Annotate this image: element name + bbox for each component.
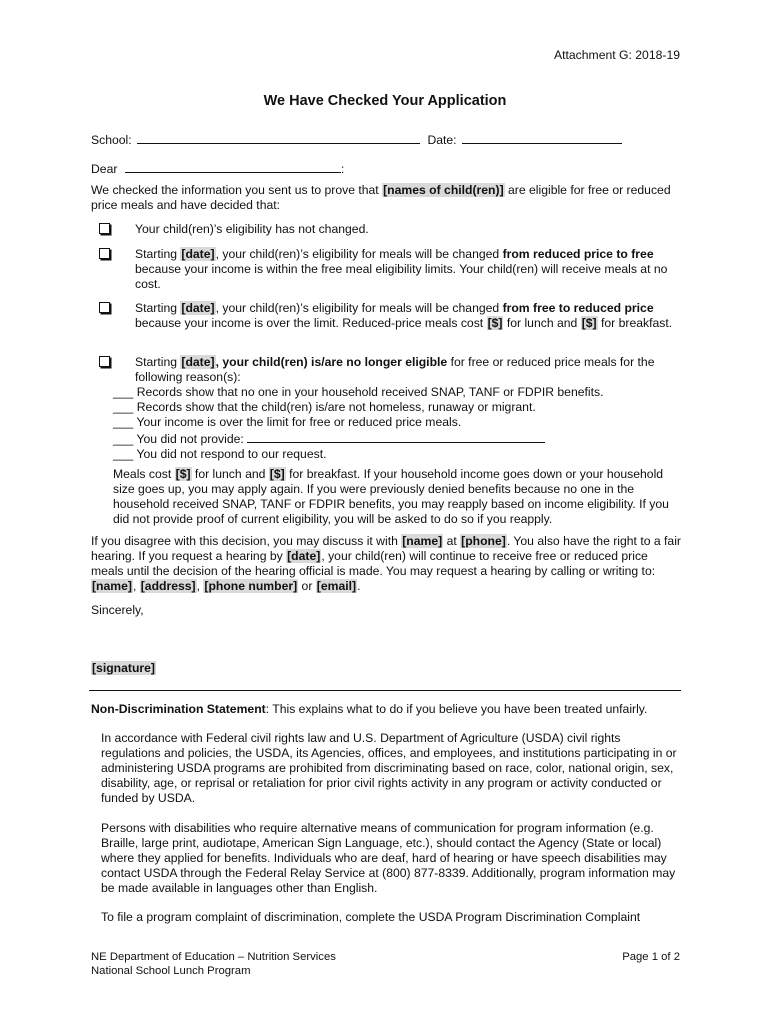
reason-blank[interactable]: ___ <box>113 415 134 429</box>
signature-text: [signature] <box>92 661 155 675</box>
o2-text-c: because your income is within the free meal eligibility limits. Your child(ren) will receive meals at no cost. <box>135 262 668 291</box>
option-free-to-reduced <box>135 301 675 331</box>
o3-text-d: for lunch and <box>503 316 581 330</box>
dear-label: Dear <box>91 162 118 176</box>
non-discrimination-heading <box>91 702 683 717</box>
complaint-paragraph: To file a program complaint of discrimination, complete the USDA Program Discrimination Complaint <box>101 910 641 924</box>
checkbox-reduced-to-free[interactable] <box>99 248 110 259</box>
o2-bold: from reduced price to free <box>502 247 654 261</box>
option-not-eligible <box>135 355 675 385</box>
checkbox-not-eligible[interactable] <box>99 356 110 367</box>
page-title: We Have Checked Your Application <box>263 93 507 109</box>
o3-text-a: Starting <box>135 301 181 315</box>
reason-text: Records show that the child(ren) is/are not homeless, runaway or migrant. <box>136 400 536 414</box>
o3-breakfast-cost: [$] <box>581 316 597 330</box>
disagree-text-b: at <box>443 534 461 548</box>
meals-cost-paragraph <box>113 467 685 527</box>
page-number: Page 1 of 2 <box>622 951 680 963</box>
o4-text-c: for free or reduced price meals for the following reason(s): <box>135 355 655 384</box>
reason-text: You did not respond to our request. <box>136 447 327 461</box>
signature-placeholder <box>91 661 156 676</box>
o2-date-placeholder: [date] <box>181 247 215 261</box>
o3-text-e: for breakfast. <box>597 316 673 330</box>
checkbox-unchanged[interactable] <box>99 223 110 234</box>
checkbox-free-to-reduced[interactable] <box>99 302 110 313</box>
reason-item <box>113 415 683 430</box>
contact-name-placeholder: [name] <box>402 534 443 548</box>
reason-text: Your income is over the limit for free or reduced price meals. <box>136 415 462 429</box>
meals-breakfast-cost: [$] <box>269 467 285 481</box>
disagree-or: or <box>298 579 316 593</box>
option-reduced-to-free <box>135 247 675 292</box>
intro-text-2: are eligible for free or reduced price meals and have decided that: <box>91 183 671 212</box>
o3-text-c: because your income is over the limit. Reduced-price meals cost <box>135 316 487 330</box>
hearing-date-placeholder: [date] <box>287 549 321 563</box>
reason-text: Records show that no one in your household received SNAP, TANF or FDPIR benefits. <box>136 385 604 399</box>
not-provided-field[interactable] <box>247 430 545 443</box>
reason-item <box>113 430 683 447</box>
reason-blank[interactable]: ___ <box>113 447 134 461</box>
disagree-text-a: If you disagree with this decision, you may discuss it with <box>91 534 402 548</box>
footer-left <box>91 950 336 978</box>
intro-paragraph <box>91 183 681 213</box>
reason-item <box>113 385 683 400</box>
non-discrimination-rest: : This explains what to do if you believe you have been treated unfairly. <box>265 702 648 716</box>
date-field[interactable] <box>462 131 622 144</box>
names-placeholder: [names of child(ren)] <box>383 183 504 197</box>
o4-text-a: Starting <box>135 355 181 369</box>
dear-row <box>91 160 344 177</box>
school-field[interactable] <box>137 131 420 144</box>
option-unchanged: Your child(ren)’s eligibility has not changed. <box>135 222 369 236</box>
closing: Sincerely, <box>91 603 144 617</box>
disagree-end: . <box>357 579 361 593</box>
o3-bold: from free to reduced price <box>502 301 654 315</box>
o3-text-b: , your child(ren)’s eligibility for meals will be changed <box>215 301 503 315</box>
disabilities-paragraph: Persons with disabilities who require alternative means of communication for program information (e.g. Braille, large print, audiotape, American Sign Language, etc.), should contact the Agency (State or local) where they applied for benefits. Individuals who are deaf, hard of hearing or have speech disabilities may contact USDA through the Federal Relay Service at (800) 877-8339. Additionally, program information may be made available in languages other than English. <box>101 821 676 895</box>
reason-blank[interactable]: ___ <box>113 432 134 446</box>
school-label: School: <box>91 133 132 147</box>
intro-text: We checked the information you sent us to prove that <box>91 183 383 197</box>
date-label: Date: <box>427 133 457 147</box>
disagree-paragraph <box>91 534 683 594</box>
school-date-row <box>91 131 622 148</box>
divider <box>89 690 681 691</box>
reason-item <box>113 400 683 415</box>
footer-program: National School Lunch Program <box>91 965 251 977</box>
meals-text-b: for lunch and <box>191 467 269 481</box>
footer-department: NE Department of Education – Nutrition Services <box>91 951 336 963</box>
o4-bold: , your child(ren) is/are no longer eligible <box>215 355 448 369</box>
dear-field[interactable] <box>125 160 341 173</box>
contact-phone-placeholder: [phone] <box>461 534 506 548</box>
reason-text: You did not provide: <box>136 432 244 446</box>
disagree-sep-1: , <box>132 579 140 593</box>
disagree-text-c: . You also have the right to a fair hearing. If you request a hearing by <box>91 534 681 563</box>
meals-text-c: for breakfast. If your household income goes down or your household size goes up, you may apply again. If you were previously denied benefits because no one in the household received SNAP, TANF or FDPIR benefits, you may reapply based on income eligibility. If you did not provide proof of current eligibility, you will be asked to do so if you reapply. <box>113 467 669 526</box>
hearing-name-placeholder: [name] <box>92 579 132 593</box>
non-discrimination-label: Non-Discrimination Statement <box>91 702 266 716</box>
attachment-label: Attachment G: 2018-19 <box>553 48 680 62</box>
civil-rights-paragraph: In accordance with Federal civil rights law and U.S. Department of Agriculture (USDA) civil rights regulations and policies, the USDA, its Agencies, offices, and employees, and institutions participating in or administering USDA programs are prohibited from discriminating based on race, color, national origin, sex, disability, age, or reprisal or retaliation for prior civil rights activity in any program or activity conducted or funded by USDA. <box>101 731 677 805</box>
meals-lunch-cost: [$] <box>175 467 191 481</box>
disagree-text-d: , your child(ren) will continue to receive free or reduced price meals until the decision of the hearing official is made. You may request a hearing by calling or writing to: <box>91 549 656 578</box>
reason-item <box>113 447 683 462</box>
dear-colon: : <box>340 162 345 176</box>
meals-text-a: Meals cost <box>113 467 175 481</box>
o3-lunch-cost: [$] <box>487 316 503 330</box>
o2-text-b: , your child(ren)’s eligibility for meals will be changed <box>215 247 503 261</box>
reason-list <box>113 385 683 462</box>
disagree-sep-2: , <box>196 579 204 593</box>
reason-blank[interactable]: ___ <box>113 385 134 399</box>
phone-number-placeholder: [phone number] <box>204 579 298 593</box>
reason-blank[interactable]: ___ <box>113 400 134 414</box>
address-placeholder: [address] <box>140 579 196 593</box>
o2-text-a: Starting <box>135 247 181 261</box>
o4-date-placeholder: [date] <box>181 355 215 369</box>
email-placeholder: [email] <box>316 579 357 593</box>
o3-date-placeholder: [date] <box>181 301 215 315</box>
